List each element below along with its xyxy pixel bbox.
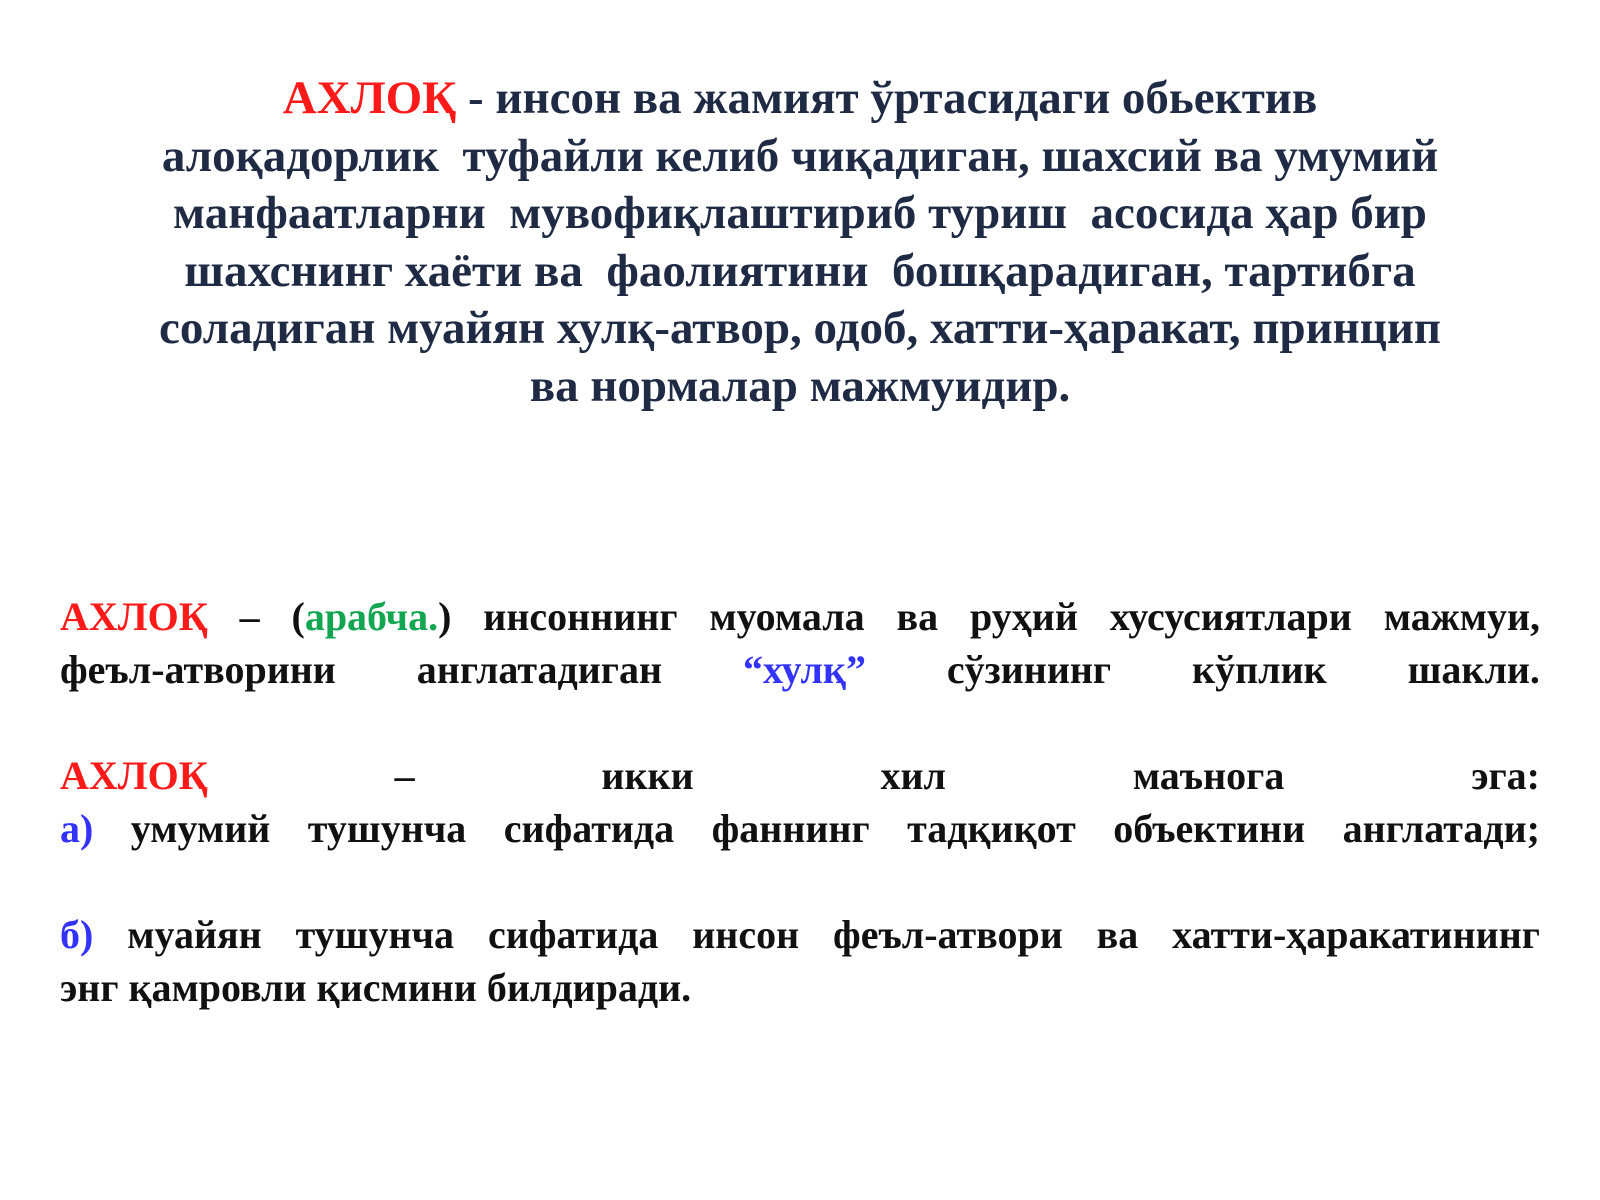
paragraph-1-dash: – ( xyxy=(207,594,305,639)
title-term: АХЛОҚ xyxy=(282,72,457,124)
definition-title xyxy=(50,70,1550,415)
word: объектини xyxy=(1113,806,1306,851)
word: эга: xyxy=(1471,753,1540,798)
word: англатадиган xyxy=(416,647,663,692)
word: тушунча xyxy=(307,806,467,851)
word: тадқиқот xyxy=(907,806,1076,851)
title-line-5: соладиган муайян хулқ-атвор, одоб, хатти-ҳаракат, принцип xyxy=(158,302,1442,354)
word: англатади; xyxy=(1342,806,1540,851)
word: тушунча xyxy=(295,912,455,957)
word: муайян xyxy=(127,912,262,957)
word: – xyxy=(394,753,415,798)
list-item-b-line-2: энг қамровли қисмини билдиради. xyxy=(60,965,692,1010)
list-item-a xyxy=(60,802,1540,855)
title-line-3: манфаатларни мувофиқлаштириб туриш асосида ҳар бир xyxy=(173,187,1427,239)
word: кўплик xyxy=(1192,647,1327,692)
spacer xyxy=(60,855,1540,908)
list-item-b-line-1 xyxy=(60,908,1540,961)
paragraph-1-lang: арабча. xyxy=(304,594,439,639)
title-line-1 xyxy=(50,70,1550,128)
title-line-2: алоқадорлик туфайли келиб чиқадиган, шахсий ва умумий xyxy=(161,129,1439,182)
paragraph-1-line-1 xyxy=(60,590,1540,643)
title-line-6: ва нормалар мажмуидир. xyxy=(529,359,1071,412)
word: умумий xyxy=(130,806,271,851)
word: маънога xyxy=(1132,753,1285,798)
word: инсон xyxy=(692,912,800,957)
paragraph-1-term: АХЛОҚ xyxy=(60,594,208,639)
paragraph-1-line-2 xyxy=(60,643,1540,696)
word: феъл-атвори xyxy=(833,912,1063,957)
word: феъл-атворини xyxy=(60,647,336,692)
word: сўзининг xyxy=(946,647,1112,692)
paragraph-2-term: АХЛОҚ xyxy=(60,753,208,798)
title-line-4: шахснинг хаёти ва фаолиятини бошқарадиган, тартибга xyxy=(184,244,1416,297)
list-marker-a: а) xyxy=(60,806,94,851)
word: сифатида xyxy=(503,806,675,851)
word: сифатида xyxy=(487,912,659,957)
word: шакли. xyxy=(1407,647,1540,692)
highlighted-word: “хулқ” xyxy=(742,647,866,692)
spacer xyxy=(60,696,1540,749)
word: ва xyxy=(1096,912,1139,957)
word: икки xyxy=(601,753,694,798)
paragraph-2-line-1 xyxy=(60,749,1540,802)
paragraph-1-after-lang: ) инсоннинг муомала ва руҳий хусусиятлари мажмуи, xyxy=(438,594,1540,639)
word: фаннинг xyxy=(711,806,870,851)
word: хатти-ҳаракатининг xyxy=(1172,912,1540,957)
list-marker-b: б) xyxy=(60,912,94,957)
body-text xyxy=(60,590,1540,1014)
title-line-1-rest: - инсон ва жамият ўртасидаги обьектив xyxy=(456,72,1318,124)
word: хил xyxy=(880,753,946,798)
